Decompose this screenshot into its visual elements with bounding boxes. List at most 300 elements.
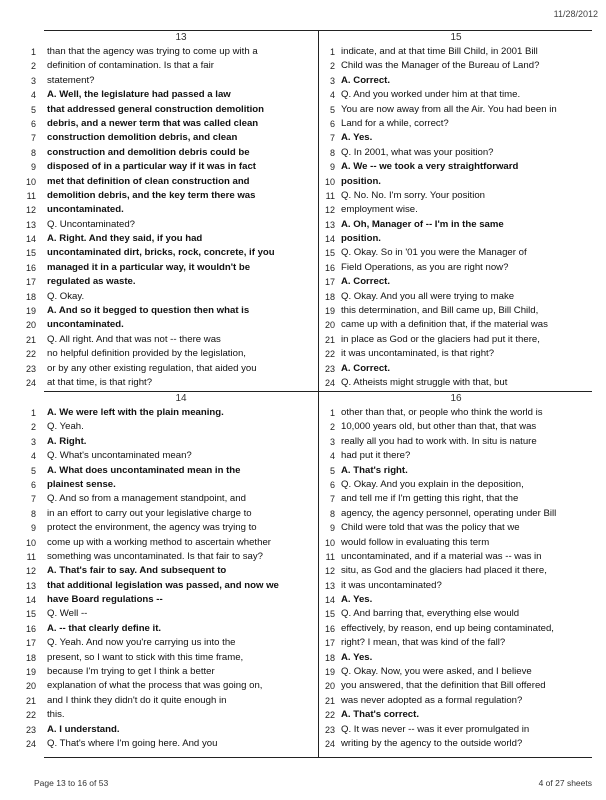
- page-number: 13: [175, 32, 187, 43]
- line-number: 13: [324, 219, 335, 230]
- transcript-line: [319, 478, 593, 492]
- line-number: 11: [26, 551, 36, 562]
- question-text: protect the environment, the agency was trying to: [47, 522, 257, 534]
- question-text: Q. That's where I'm going here. And you: [47, 737, 218, 749]
- page-number: 15: [450, 32, 462, 43]
- line-number: 5: [30, 104, 36, 115]
- transcript-line: [319, 593, 593, 607]
- line-number: 2: [30, 61, 36, 72]
- question-text: Q. Okay. And you explain in the deposition,: [341, 478, 524, 490]
- transcript-line: [25, 290, 318, 304]
- line-number: 9: [30, 162, 36, 173]
- line-number: 8: [30, 508, 36, 519]
- question-text: in place as God or the glaciers had put it there,: [341, 333, 540, 345]
- transcript-line: [25, 723, 318, 737]
- line-number: 17: [25, 638, 36, 649]
- answer-text: managed it in a particular way, it wouldn't be: [47, 261, 251, 273]
- line-number: 19: [25, 306, 36, 317]
- line-number: 24: [324, 738, 335, 749]
- transcript-line: [319, 45, 593, 59]
- transcript-line: [25, 246, 318, 260]
- question-text: Q. Yeah.: [47, 421, 84, 433]
- transcript-line: [319, 492, 593, 506]
- line-number: 21: [25, 695, 36, 706]
- transcript-date: 11/28/2012: [553, 9, 598, 19]
- line-number: 15: [25, 248, 36, 259]
- line-number: 1: [329, 408, 335, 418]
- line-number: 16: [324, 623, 335, 634]
- question-text: Child was the Manager of the Bureau of Land?: [341, 60, 540, 72]
- transcript-line: [30, 435, 318, 449]
- transcript-line: [319, 665, 593, 679]
- transcript-line: [25, 175, 318, 189]
- transcript-line: [25, 679, 318, 693]
- line-number: 13: [324, 580, 335, 591]
- answer-text: A. And so it begged to question then what is: [47, 305, 250, 317]
- line-number: 11: [325, 190, 335, 201]
- answer-text: debris, and a newer term that was called clean: [47, 117, 259, 129]
- question-text: employment wise.: [341, 204, 418, 216]
- transcript-line: [25, 275, 318, 289]
- line-number: 17: [324, 277, 335, 288]
- transcript-line: [319, 160, 593, 174]
- transcript-line: [319, 564, 593, 578]
- line-number: 19: [324, 306, 335, 317]
- transcript-line: [319, 435, 593, 449]
- transcript-line: [30, 45, 318, 59]
- answer-text: A. Correct.: [341, 74, 391, 86]
- question-text: Q. And you worked under him at that time.: [341, 89, 521, 101]
- question-text: Q. It was never -- was it ever promulgated in: [341, 723, 530, 735]
- question-text: Q. Well --: [47, 608, 88, 620]
- line-number: 18: [25, 291, 36, 302]
- transcript-line: [319, 59, 593, 73]
- line-number: 13: [25, 219, 36, 230]
- transcript-page-16: [319, 392, 593, 752]
- transcript-line: [319, 737, 593, 751]
- line-number: 3: [30, 436, 36, 447]
- transcript-line: [319, 708, 593, 722]
- transcript-line: [319, 275, 593, 289]
- transcript-line: [319, 420, 593, 434]
- line-number: 8: [329, 147, 335, 158]
- transcript-line: [30, 420, 318, 434]
- transcript-line: [319, 579, 593, 593]
- transcript-line: [319, 218, 593, 232]
- line-number: 16: [25, 623, 36, 634]
- transcript-line: [319, 347, 593, 361]
- answer-text: position.: [341, 233, 381, 245]
- transcript-grid: [25, 30, 592, 758]
- line-number: 23: [25, 724, 36, 735]
- transcript-line: [319, 622, 593, 636]
- line-number: 19: [25, 667, 36, 678]
- transcript-line: [319, 175, 593, 189]
- transcript-line: [319, 203, 593, 217]
- transcript-line: [319, 333, 593, 347]
- transcript-line: [30, 103, 318, 117]
- line-number: 7: [30, 133, 36, 144]
- answer-text: A. Right. And they said, if you had: [47, 233, 203, 245]
- question-text: Q. No. No. I'm sorry. Your position: [341, 189, 486, 201]
- transcript-line: [25, 261, 318, 275]
- question-text: and I think they didn't do it quite enough in: [47, 694, 227, 706]
- answer-text: that addressed general construction demolition: [47, 103, 264, 115]
- question-text: present, so I want to stick with this time frame,: [47, 651, 244, 663]
- answer-text: A. What does uncontaminated mean in the: [47, 464, 241, 476]
- transcript-line: [25, 536, 318, 550]
- line-number: 15: [25, 609, 36, 620]
- question-text: Q. What's uncontaminated mean?: [47, 450, 192, 462]
- line-number: 22: [324, 349, 335, 360]
- transcript-line: [25, 304, 318, 318]
- transcript-line: [30, 507, 318, 521]
- transcript-page-15: [319, 31, 593, 391]
- line-number: 6: [329, 118, 335, 129]
- line-number: 14: [25, 234, 36, 245]
- transcript-line: [319, 261, 593, 275]
- answer-text: A. I understand.: [47, 723, 120, 735]
- answer-text: demolition debris, and the key term there was: [47, 189, 256, 201]
- line-number: 3: [30, 75, 36, 86]
- transcript-line: [319, 536, 593, 550]
- answer-text: A. That's right.: [341, 464, 408, 476]
- line-number: 9: [329, 162, 335, 173]
- line-number: 12: [324, 205, 335, 216]
- answer-text: A. Yes.: [341, 651, 373, 663]
- question-text: would follow in evaluating this term: [341, 536, 490, 548]
- answer-text: position.: [341, 175, 381, 187]
- page-number: 14: [175, 393, 187, 404]
- question-text: you answered, that the definition that Bill offered: [341, 680, 546, 692]
- transcript-line: [25, 333, 318, 347]
- question-text: Child were told that was the policy that we: [341, 522, 520, 534]
- transcript-line: [25, 665, 318, 679]
- line-number: 16: [324, 262, 335, 273]
- line-number: 4: [30, 451, 36, 462]
- line-number: 5: [329, 104, 335, 115]
- transcript-line: [26, 189, 318, 203]
- page-lines: [319, 406, 593, 751]
- question-text: explanation of what the process that was going on,: [47, 680, 263, 692]
- question-text: than that the agency was trying to come up with a: [47, 46, 258, 57]
- question-text: Q. Uncontaminated?: [47, 218, 135, 230]
- transcript-page-14: [25, 392, 318, 752]
- transcript-line: [30, 131, 318, 145]
- question-text: because I'm trying to get I think a better: [47, 666, 215, 678]
- transcript-line: [30, 160, 318, 174]
- line-number: 17: [324, 638, 335, 649]
- transcript-line: [319, 550, 593, 564]
- transcript-line: [319, 318, 593, 332]
- transcript-line: [30, 521, 318, 535]
- question-text: 10,000 years old, but other than that, that was: [341, 421, 537, 433]
- line-number: 14: [324, 234, 335, 245]
- transcript-line: [25, 694, 318, 708]
- transcript-line: [25, 607, 318, 621]
- line-number: 2: [329, 61, 335, 72]
- answer-text: regulated as waste.: [47, 276, 136, 288]
- line-number: 6: [329, 479, 335, 490]
- transcript-line: [30, 117, 318, 131]
- page-lines: [25, 406, 318, 751]
- question-text: Q. Okay. And you all were trying to make: [341, 290, 515, 302]
- answer-text: A. Oh, Manager of -- I'm in the same: [341, 218, 504, 230]
- page-lines: [319, 45, 593, 390]
- line-number: 4: [329, 90, 335, 101]
- question-text: it was uncontaminated, is that right?: [341, 348, 495, 360]
- question-text: come up with a working method to ascertain whether: [47, 536, 271, 548]
- transcript-line: [25, 203, 318, 217]
- transcript-line: [30, 478, 318, 492]
- question-text: Q. And barring that, everything else would: [341, 608, 520, 620]
- transcript-line: [319, 406, 593, 420]
- line-number: 6: [30, 118, 36, 129]
- transcript-line: [25, 376, 318, 390]
- transcript-line: [25, 564, 318, 578]
- question-text: had put it there?: [341, 450, 411, 462]
- transcript-line: [319, 131, 593, 145]
- answer-text: that additional legislation was passed, and now we: [47, 579, 279, 591]
- line-number: 11: [325, 551, 335, 562]
- question-text: something was uncontaminated. Is that fair to say?: [47, 550, 263, 562]
- question-text: situ, as God and the glaciers had placed it there,: [341, 565, 547, 577]
- transcript-line: [30, 146, 318, 160]
- line-number: 3: [329, 436, 335, 447]
- answer-text: met that definition of clean construction and: [47, 175, 250, 187]
- line-number: 24: [324, 377, 335, 388]
- line-number: 10: [324, 537, 335, 548]
- line-number: 24: [25, 738, 36, 749]
- transcript-line: [319, 679, 593, 693]
- transcript-line: [30, 406, 318, 420]
- answer-text: A. Well, the legislature had passed a law: [47, 89, 231, 101]
- answer-text: have Board regulations --: [47, 594, 163, 606]
- question-text: Q. In 2001, what was your position?: [341, 146, 494, 158]
- line-number: 15: [324, 609, 335, 620]
- question-text: right? I mean, that was kind of the fall?: [341, 637, 506, 649]
- question-text: in an effort to carry out your legislative charge to: [47, 507, 252, 519]
- answer-text: construction and demolition debris could be: [47, 146, 250, 158]
- line-number: 20: [324, 320, 335, 331]
- line-number: 17: [25, 277, 36, 288]
- line-number: 7: [329, 133, 335, 144]
- transcript-line: [30, 74, 318, 88]
- line-number: 19: [324, 667, 335, 678]
- transcript-line: [25, 593, 318, 607]
- transcript-line: [319, 651, 593, 665]
- transcript-line: [25, 318, 318, 332]
- question-text: indicate, and at that time Bill Child, in 2001 Bill: [341, 46, 538, 57]
- transcript-line: [26, 550, 318, 564]
- question-text: Q. Okay.: [47, 290, 85, 302]
- question-text: definition of contamination. Is that a fair: [47, 60, 214, 72]
- transcript-line: [319, 607, 593, 621]
- question-text: was never adopted as a formal regulation?: [341, 694, 523, 706]
- transcript-line: [25, 708, 318, 722]
- question-text: it was uncontaminated?: [341, 579, 442, 591]
- question-text: really all you had to work with. In situ is nature: [341, 435, 537, 447]
- question-text: and tell me if I'm getting this right, that the: [341, 493, 519, 505]
- transcript-line: [319, 507, 593, 521]
- page-lines: [25, 45, 318, 390]
- page-range-footer: Page 13 to 16 of 53: [34, 778, 109, 788]
- line-number: 14: [25, 595, 36, 606]
- answer-text: uncontaminated.: [47, 319, 124, 331]
- transcript-line: [319, 290, 593, 304]
- transcript-line: [30, 492, 318, 506]
- answer-text: uncontaminated.: [47, 204, 124, 216]
- page-number: 16: [450, 393, 462, 404]
- transcript-line: [25, 651, 318, 665]
- question-text: effectively, by reason, end up being contaminated,: [341, 622, 554, 634]
- answer-text: A. We were left with the plain meaning.: [47, 407, 224, 418]
- answer-text: A. Right.: [47, 435, 87, 447]
- transcript-line: [319, 246, 593, 260]
- line-number: 11: [26, 190, 36, 201]
- line-number: 18: [25, 652, 36, 663]
- sheet-count-footer: 4 of 27 sheets: [538, 778, 592, 788]
- transcript-line: [30, 59, 318, 73]
- answer-text: plainest sense.: [47, 478, 116, 490]
- question-text: Field Operations, as you are right now?: [341, 261, 509, 273]
- line-number: 23: [324, 724, 335, 735]
- line-number: 5: [30, 465, 36, 476]
- answer-text: A. Correct.: [341, 276, 391, 288]
- line-number: 4: [30, 90, 36, 101]
- line-number: 3: [329, 75, 335, 86]
- answer-text: A. We -- we took a very straightforward: [341, 161, 519, 173]
- line-number: 8: [329, 508, 335, 519]
- transcript-line: [319, 146, 593, 160]
- line-number: 5: [329, 465, 335, 476]
- line-number: 9: [30, 523, 36, 534]
- transcript-line: [319, 449, 593, 463]
- transcript-page-13: [25, 31, 318, 391]
- line-number: 22: [25, 349, 36, 360]
- question-text: agency, the agency personnel, operating under Bill: [341, 507, 557, 519]
- line-number: 21: [25, 334, 36, 345]
- line-number: 1: [30, 47, 36, 57]
- transcript-line: [25, 636, 318, 650]
- question-text: Q. Okay. Now, you were asked, and I believe: [341, 666, 532, 678]
- transcript-line: [25, 362, 318, 376]
- transcript-line: [25, 347, 318, 361]
- question-text: Q. And so from a management standpoint, and: [47, 493, 246, 505]
- question-text: Land for a while, correct?: [341, 117, 449, 129]
- line-number: 15: [324, 248, 335, 259]
- answer-text: A. That's fair to say. And subsequent to: [47, 565, 227, 577]
- answer-text: A. Yes.: [341, 594, 373, 606]
- transcript-line: [25, 622, 318, 636]
- transcript-line: [319, 232, 593, 246]
- line-number: 20: [25, 320, 36, 331]
- question-text: Q. Okay. So in '01 you were the Manager of: [341, 247, 527, 259]
- answer-text: construction demolition debris, and clean: [47, 132, 238, 144]
- line-number: 12: [25, 566, 36, 577]
- transcript-line: [319, 376, 593, 390]
- question-text: or by any other existing regulation, that aided you: [47, 362, 257, 374]
- question-text: writing by the agency to the outside world?: [341, 737, 523, 749]
- transcript-line: [319, 362, 593, 376]
- transcript-line: [30, 464, 318, 478]
- line-number: 1: [329, 47, 335, 57]
- line-number: 23: [25, 363, 36, 374]
- line-number: 8: [30, 147, 36, 158]
- line-number: 22: [25, 710, 36, 721]
- line-number: 16: [25, 262, 36, 273]
- question-text: came up with a definition that, if the material was: [341, 319, 548, 331]
- line-number: 1: [30, 408, 36, 418]
- line-number: 10: [25, 176, 36, 187]
- transcript-line: [25, 232, 318, 246]
- line-number: 23: [324, 363, 335, 374]
- question-text: Q. Yeah. And now you're carrying us into the: [47, 637, 236, 649]
- question-text: other than that, or people who think the world is: [341, 407, 543, 418]
- line-number: 24: [25, 377, 36, 388]
- question-text: no helpful definition provided by the legislation,: [47, 348, 246, 360]
- line-number: 10: [25, 537, 36, 548]
- line-number: 12: [324, 566, 335, 577]
- question-text: at that time, is that right?: [47, 376, 153, 388]
- line-number: 12: [25, 205, 36, 216]
- answer-text: disposed of in a particular way if it was in fact: [47, 161, 256, 173]
- question-text: Q. All right. And that was not -- there was: [47, 333, 221, 345]
- line-number: 18: [324, 652, 335, 663]
- transcript-line: [319, 74, 593, 88]
- transcript-line: [319, 694, 593, 708]
- line-number: 20: [25, 681, 36, 692]
- line-number: 21: [324, 695, 335, 706]
- line-number: 21: [324, 334, 335, 345]
- answer-text: A. That's correct.: [341, 709, 419, 721]
- transcript-line: [25, 579, 318, 593]
- transcript-line: [319, 304, 593, 318]
- transcript-line: [319, 88, 593, 102]
- line-number: 9: [329, 523, 335, 534]
- question-text: statement?: [47, 74, 95, 86]
- transcript-line: [25, 737, 318, 751]
- transcript-line: [319, 189, 593, 203]
- transcript-line: [319, 636, 593, 650]
- answer-text: A. Correct.: [341, 362, 391, 374]
- line-number: 7: [30, 494, 36, 505]
- answer-text: A. -- that clearly define it.: [47, 622, 162, 634]
- transcript-line: [319, 464, 593, 478]
- line-number: 18: [324, 291, 335, 302]
- line-number: 14: [324, 595, 335, 606]
- line-number: 2: [329, 422, 335, 433]
- transcript-line: [319, 117, 593, 131]
- transcript-line: [319, 723, 593, 737]
- line-number: 2: [30, 422, 36, 433]
- question-text: Q. Atheists might struggle with that, but: [341, 376, 508, 388]
- transcript-line: [319, 521, 593, 535]
- transcript-line: [30, 88, 318, 102]
- transcript-line: [30, 449, 318, 463]
- question-text: this determination, and Bill came up, Bill Child,: [341, 305, 539, 317]
- line-number: 10: [324, 176, 335, 187]
- transcript-line: [319, 103, 593, 117]
- answer-text: A. Yes.: [341, 132, 373, 144]
- line-number: 13: [25, 580, 36, 591]
- question-text: this.: [47, 709, 65, 721]
- line-number: 7: [329, 494, 335, 505]
- question-text: uncontaminated, and if a material was -- was in: [341, 550, 542, 562]
- line-number: 22: [324, 710, 335, 721]
- line-number: 20: [324, 681, 335, 692]
- line-number: 6: [30, 479, 36, 490]
